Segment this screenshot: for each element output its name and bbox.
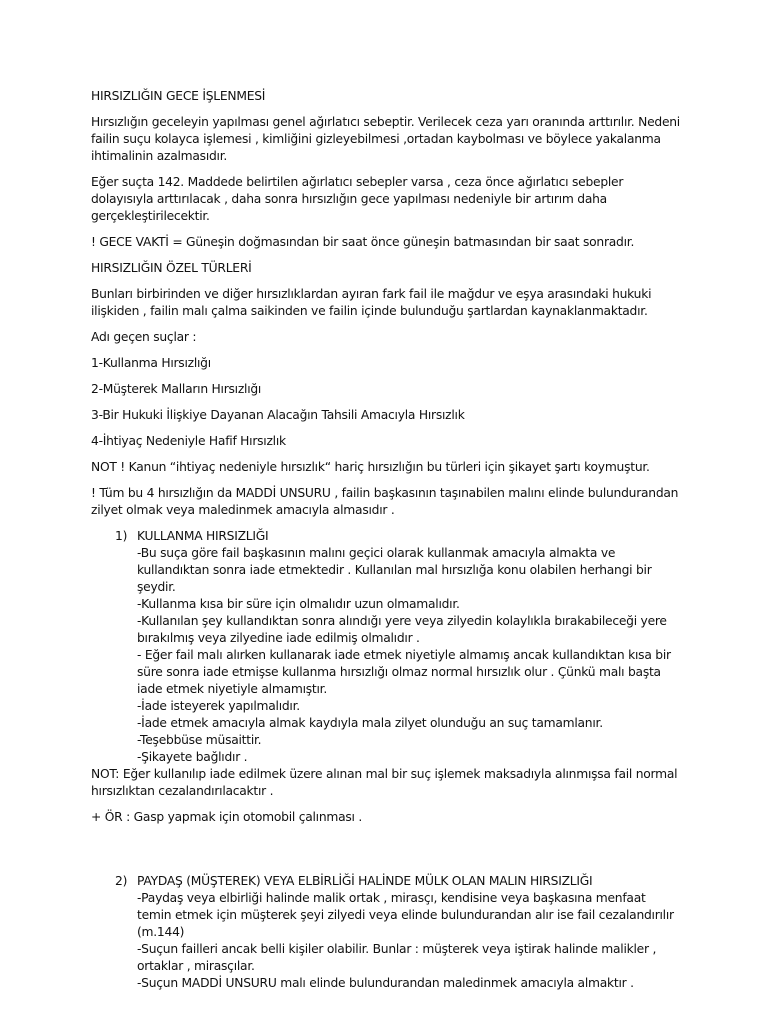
section-line: -Teşebbüse müsaittir. (137, 733, 262, 747)
paragraph-night-time-definition: ! GECE VAKTİ = Güneşin doğmasından bir saat önce güneşin batmasından bir saat sonradır. (91, 235, 635, 249)
heading-night-theft: HIRSIZLIĞIN GECE İŞLENMESİ (91, 89, 266, 103)
section-shared-property-theft (91, 873, 681, 992)
note-material-element: ! Tüm bu 4 hırsızlığın da MADDİ UNSURU , failin başkasının taşınabilen malını elinde bulundurandan zilyet olmak veya maledinmek amacıyla almasıdır . (91, 486, 679, 517)
section-line: -Şikayete bağlıdır . (137, 750, 248, 764)
section-line: -Paydaş veya elbirliği halinde malik ortak , mirasçı, kendisine veya başkasına menfaat temin etmek için müşterek şeyi zilyedi veya elinde bulundurandan alır ise fail cezalandırılır (m.144) (137, 891, 674, 939)
section-line: -İade etmek amacıyla almak kaydıyla mala zilyet olunduğu an suç tamamlanır. (137, 716, 603, 730)
section-use-theft (91, 528, 681, 766)
section-number: 1) (115, 529, 128, 543)
section-title: KULLANMA HIRSIZLIĞI (137, 529, 269, 543)
example-line: + ÖR : Gasp yapmak için otomobil çalınması . (91, 810, 363, 824)
section-line: -İade isteyerek yapılmalıdır. (137, 699, 300, 713)
paragraph-listed-crimes: Adı geçen suçlar : (91, 330, 197, 344)
section-line: - Eğer fail malı alırken kullanarak iade etmek niyetiyle almamış ancak kullandıktan kısa bir süre sonra iade etmişse kullanma hırsızlığı olmaz normal hırsızlık olur . Çünkü malı başta iade etmek niyetiyle almamıştır. (137, 648, 671, 696)
note-crime-purpose: NOT: Eğer kullanılıp iade edilmek üzere alınan mal bir suç işlemek maksadıyla alınmışsa fail normal hırsızlıktan cezalandırılacaktır . (91, 767, 678, 798)
section-line: -Kullanılan şey kullandıktan sonra alındığı yere veya zilyedin kolaylıkla bırakabileceği yere bırakılmış veya zilyedine iade edilmiş olmalıdır . (137, 614, 667, 645)
document-page (91, 88, 681, 992)
section-line: -Suçun MADDİ UNSURU malı elinde bulundurandan maledinmek amacıyla almaktır . (137, 976, 634, 990)
type-item: 3-Bir Hukuki İlişkiye Dayanan Alacağın Tahsili Amacıyla Hırsızlık (91, 408, 465, 422)
section-body (137, 528, 681, 766)
section-line: -Kullanma kısa bir süre için olmalıdır uzun olmamalıdır. (137, 597, 460, 611)
section-line: -Suçun failleri ancak belli kişiler olabilir. Bunlar : müşterek veya iştirak halinde malikler , ortaklar , mirasçılar. (137, 942, 657, 973)
paragraph-night-theft: Hırsızlığın geceleyin yapılması genel ağırlatıcı sebeptir. Verilecek ceza yarı oranında arttırılır. Nedeni failin suçu kolayca işlemesi , kimliğini gizleyebilmesi ,ortadan kaybolması ve böylece yakalanma ihtimalinin azalmasıdır. (91, 115, 680, 163)
section-line: -Bu suça göre fail başkasının malını geçici olarak kullanmak amacıyla almakta ve kullandıktan sonra iade etmektedir . Kullanılan mal hırsızlığa konu olabilen herhangi bir şeydir. (137, 546, 652, 594)
type-item: 2-Müşterek Malların Hırsızlığı (91, 382, 262, 396)
heading-special-types: HIRSIZLIĞIN ÖZEL TÜRLERİ (91, 261, 252, 275)
type-item: 1-Kullanma Hırsızlığı (91, 356, 211, 370)
section-number: 2) (115, 874, 128, 888)
paragraph-aggravating-causes: Eğer suçta 142. Maddede belirtilen ağırlatıcı sebepler varsa , ceza önce ağırlatıcı sebepler dolayısıyla arttırılacak , daha sonra hırsızlığın gece yapılması nedeniyle bir artırım daha gerçekleştirilecektir. (91, 175, 624, 223)
spacer (91, 835, 681, 873)
paragraph-special-types: Bunları birbirinden ve diğer hırsızlıklardan ayıran fark fail ile mağdur ve eşya arasındaki hukuki ilişkiden , failin malı çalma saikinden ve failin içinde bulunduğu şartlardan kaynaklanmaktadır. (91, 287, 652, 318)
note-complaint-condition: NOT ! Kanun “ihtiyaç nedeniyle hırsızlık“ hariç hırsızlığın bu türleri için şikayet şartı koymuştur. (91, 460, 650, 474)
section-body (137, 873, 681, 992)
section-title: PAYDAŞ (MÜŞTEREK) VEYA ELBİRLİĞİ HALİNDE MÜLK OLAN MALIN HIRSIZLIĞI (137, 874, 593, 888)
type-item: 4-İhtiyaç Nedeniyle Hafif Hırsızlık (91, 434, 286, 448)
